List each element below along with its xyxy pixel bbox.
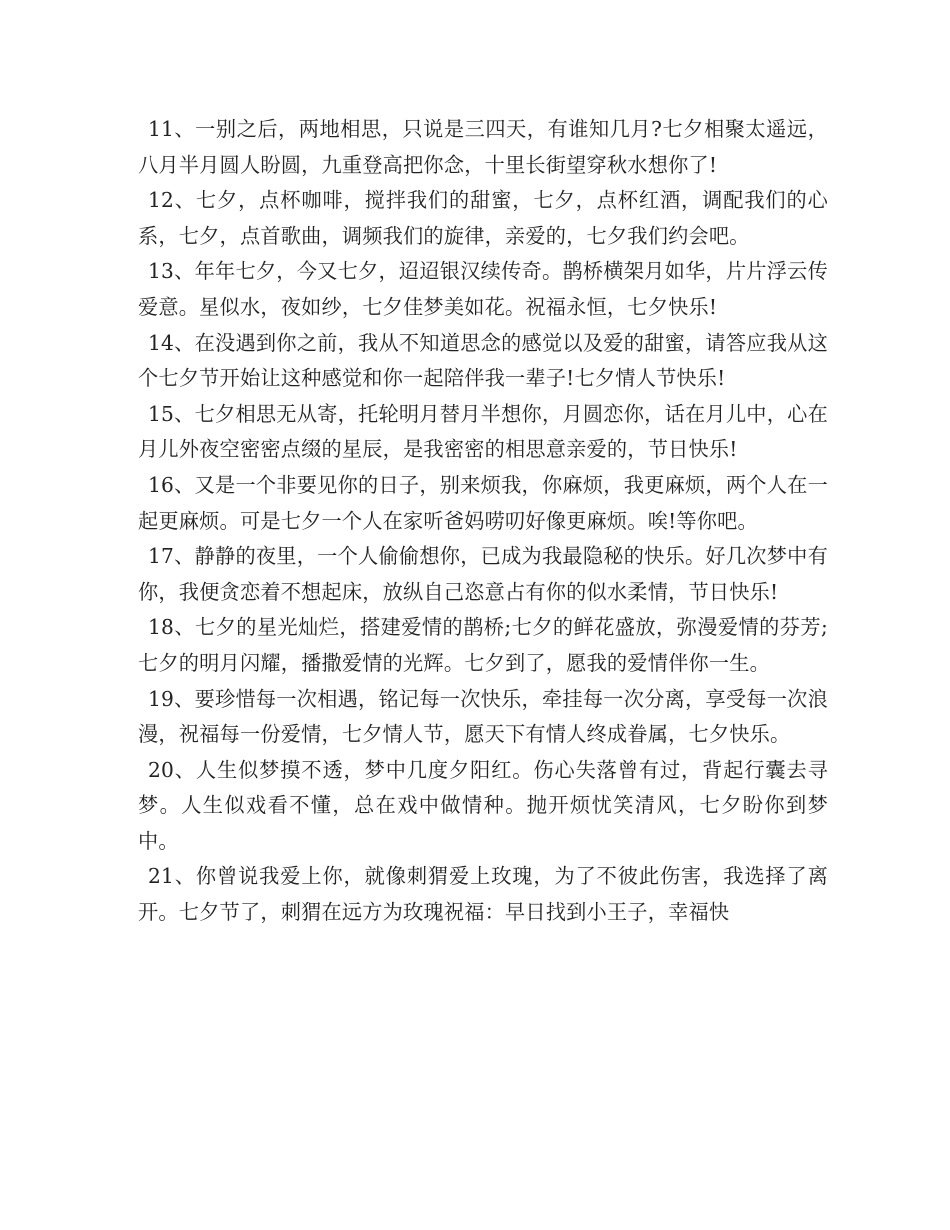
document-body [138, 112, 828, 931]
paragraph-16: 16、又是一个非要见你的日子，别来烦我，你麻烦，我更麻烦，两个人在一起更麻烦。可是七夕一个人在家听爸妈唠叨好像更麻烦。唉!等你吧。 [138, 472, 828, 533]
paragraph-13: 13、年年七夕，今又七夕，迢迢银汉续传奇。鹊桥横架月如华，片片浮云传爱意。星似水，夜如纱，七夕佳梦美如花。祝福永恒，七夕快乐! [138, 259, 828, 319]
paragraph-18: 18、七夕的星光灿烂，搭建爱情的鹊桥;七夕的鲜花盛放，弥漫爱情的芬芳;七夕的明月闪耀，播撒爱情的光辉。七夕到了，愿我的爱情伴你一生。 [138, 615, 828, 675]
paragraph-15: 15、七夕相思无从寄，托轮明月替月半想你，月圆恋你，话在月儿中，心在月儿外夜空密密点缀的星辰，是我密密的相思意亲爱的，节日快乐! [138, 401, 828, 462]
paragraph-20: 20、人生似梦摸不透，梦中几度夕阳红。伤心失落曾有过，背起行囊去寻梦。人生似戏看不懂，总在戏中做情种。抛开烦忧笑清风，七夕盼你到梦中。 [138, 757, 828, 853]
paragraph-14: 14、在没遇到你之前，我从不知道思念的感觉以及爱的甜蜜，请答应我从这个七夕节开始让这种感觉和你一起陪伴我一辈子!七夕情人节快乐! [138, 330, 828, 391]
paragraph-12: 12、七夕，点杯咖啡，搅拌我们的甜蜜，七夕，点杯红酒，调配我们的心系，七夕，点首歌曲，调频我们的旋律，亲爱的，七夕我们约会吧。 [138, 188, 828, 248]
paragraph-21: 21、你曾说我爱上你，就像刺猬爱上玫瑰，为了不彼此伤害，我选择了离开。七夕节了，刺猬在远方为玫瑰祝福：早日找到小王子，幸福快 [138, 864, 828, 925]
paragraph-19: 19、要珍惜每一次相遇，铭记每一次快乐，牵挂每一次分离，享受每一次浪漫，祝福每一份爱情，七夕情人节，愿天下有情人终成眷属，七夕快乐。 [138, 686, 828, 747]
paragraph-11: 11、一别之后，两地相思，只说是三四天，有谁知几月?七夕相聚太遥远，八月半月圆人盼圆，九重登高把你念，十里长街望穿秋水想你了! [138, 117, 828, 177]
paragraph-17: 17、静静的夜里，一个人偷偷想你，已成为我最隐秘的快乐。好几次梦中有你，我便贪恋着不想起床，放纵自己恣意占有你的似水柔情，节日快乐! [138, 544, 828, 604]
